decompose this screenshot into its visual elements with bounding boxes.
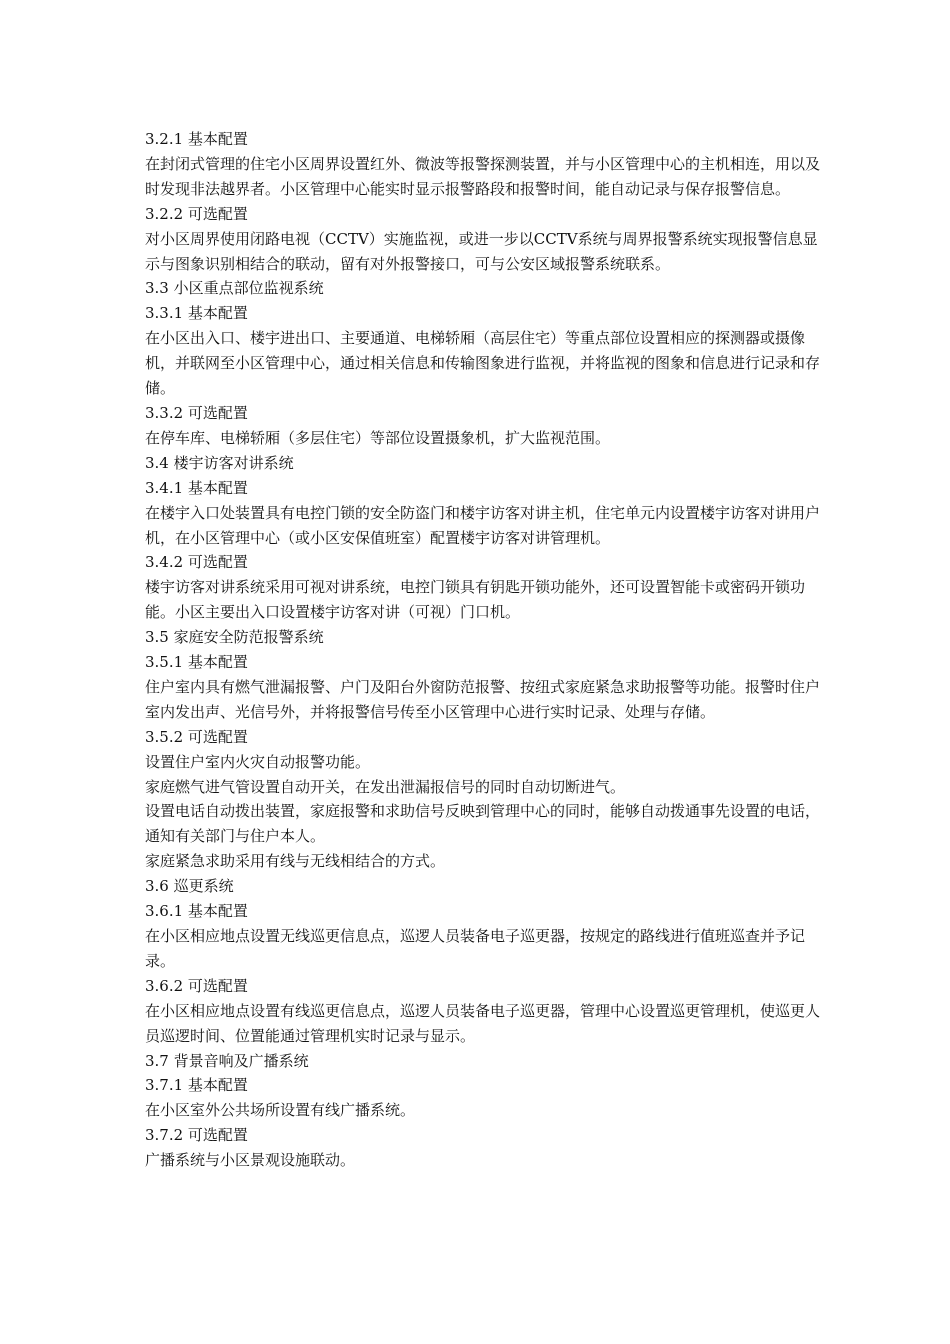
body-paragraph: 在小区相应地点设置无线巡更信息点，巡逻人员装备电子巡更器，按规定的路线进行值班巡查并予记录。	[145, 927, 806, 970]
section-heading: 3.3.1 基本配置	[145, 304, 248, 323]
section-heading: 3.7.2 可选配置	[145, 1126, 248, 1145]
body-paragraph: 家庭燃气进气管设置自动开关，在发出泄漏报信号的同时自动切断进气。	[145, 777, 626, 796]
body-paragraph: 设置住户室内火灾自动报警功能。	[145, 752, 371, 771]
section-heading: 3.3.2 可选配置	[145, 403, 248, 422]
section-heading: 3.3 小区重点部位监视系统	[145, 279, 324, 298]
section-heading: 3.6.2 可选配置	[145, 976, 248, 995]
body-paragraph: 住户室内具有燃气泄漏报警、户门及阳台外窗防范报警、按纽式家庭紧急求助报警等功能。报警时住户室内发出声、光信号外，并将报警信号传至小区管理中心进行实时记录、处理与存储。	[145, 677, 821, 721]
body-paragraph: 在停车库、电梯轿厢（多层住宅）等部位设置摄象机，扩大监视范围。	[145, 428, 611, 447]
section-heading: 3.6.1 基本配置	[145, 902, 248, 921]
body-paragraph: 设置电话自动拨出装置，家庭报警和求助信号反映到管理中心的同时，能够自动拨通事先设置的电话，通知有关部门与住户本人。	[145, 802, 821, 846]
section-heading: 3.4 楼宇访客对讲系统	[145, 453, 294, 472]
body-paragraph: 在小区出入口、楼宇进出口、主要通道、电梯轿厢（高层住宅）等重点部位设置相应的探测器或摄像机，并联网至小区管理中心，通过相关信息和传输图象进行监视，并将监视的图象和信息进行记录和存储。	[145, 329, 821, 398]
section-heading: 3.7.1 基本配置	[145, 1076, 248, 1095]
body-paragraph: 在小区相应地点设置有线巡更信息点，巡逻人员装备电子巡更器，管理中心设置巡更管理机，使巡更人员巡逻时间、位置能通过管理机实时记录与显示。	[145, 1001, 821, 1045]
body-paragraph: 在楼宇入口处装置具有电控门锁的安全防盗门和楼宇访客对讲主机，住宅单元内设置楼宇访客对讲用户机，在小区管理中心（或小区安保值班室）配置楼宇访客对讲管理机。	[145, 503, 821, 547]
section-heading: 3.7 背景音响及广播系统	[145, 1051, 309, 1070]
section-heading: 3.2.1 基本配置	[145, 130, 248, 148]
body-paragraph: 楼宇访客对讲系统采用可视对讲系统，电控门锁具有钥匙开锁功能外，还可设置智能卡或密码开锁功能。小区主要出入口设置楼宇访客对讲（可视）门口机。	[145, 578, 806, 622]
document-page	[145, 127, 820, 1173]
body-paragraph: 对小区周界使用闭路电视（CCTV）实施监视，或进一步以CCTV系统与周界报警系统实现报警信息显示与图象识别相结合的联动，留有对外报警接口，可与公安区域报警系统联系。	[145, 229, 818, 273]
section-heading: 3.5.2 可选配置	[145, 727, 248, 746]
section-heading: 3.2.2 可选配置	[145, 204, 248, 223]
section-heading: 3.6 巡更系统	[145, 877, 234, 896]
body-paragraph: 家庭紧急求助采用有线与无线相结合的方式。	[145, 852, 446, 871]
body-paragraph: 在小区室外公共场所设置有线广播系统。	[145, 1101, 416, 1120]
section-heading: 3.4.2 可选配置	[145, 553, 248, 572]
body-paragraph: 广播系统与小区景观设施联动。	[145, 1151, 356, 1170]
body-paragraph: 在封闭式管理的住宅小区周界设置红外、微波等报警探测装置，并与小区管理中心的主机相连，用以及时发现非法越界者。小区管理中心能实时显示报警路段和报警时间，能自动记录与保存报警信息。	[145, 154, 821, 198]
section-heading: 3.5 家庭安全防范报警系统	[145, 628, 324, 647]
section-heading: 3.5.1 基本配置	[145, 653, 248, 672]
section-heading: 3.4.1 基本配置	[145, 478, 248, 497]
